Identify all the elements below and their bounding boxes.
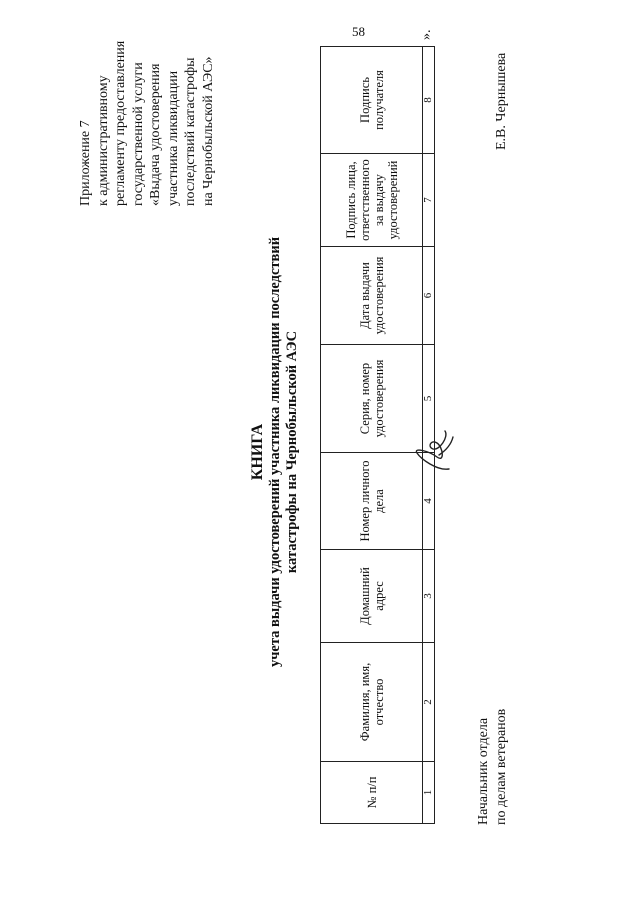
appendix-line: на Чернобыльской АЭС» bbox=[200, 56, 216, 206]
appendix-line: участника ликвидации bbox=[165, 70, 181, 206]
header-number: № п/п bbox=[321, 762, 423, 824]
appendix-line: Приложение 7 bbox=[78, 120, 93, 206]
column-number-cell: 7 bbox=[423, 154, 435, 247]
title-line-2: катастрофы на Чернобыльской АЭС bbox=[284, 330, 300, 574]
appendix-note bbox=[77, 36, 217, 206]
appendix-line: регламенту предоставления bbox=[113, 40, 128, 206]
page-number: 58 bbox=[352, 24, 365, 39]
column-number-cell: 1 bbox=[423, 762, 435, 824]
header-full-name: Фамилия, имя, отчество bbox=[321, 643, 423, 762]
appendix-line: последствий катастрофы bbox=[183, 57, 198, 206]
column-number-cell: 3 bbox=[423, 550, 435, 643]
appendix-line: к административному bbox=[95, 75, 111, 206]
appendix-line: «Выдача удостоверения bbox=[148, 63, 163, 206]
signatory-name: Е.В. Чернышева bbox=[494, 52, 509, 150]
closing-quote: ». bbox=[419, 29, 434, 40]
title-line-1: учета выдачи удостоверений участника ликвидации последствий bbox=[267, 236, 283, 668]
handwritten-signature bbox=[409, 427, 462, 477]
position-line-1: Начальник отдела bbox=[476, 717, 491, 825]
header-issuer-signature: Подпись лица, ответственного за выдачу удостоверений bbox=[321, 154, 423, 247]
column-number-cell: 8 bbox=[423, 47, 435, 154]
header-personal-file-number: Номер личного дела bbox=[321, 453, 423, 550]
header-certificate-series-number: Серия, номер удостоверения bbox=[321, 345, 423, 453]
position-line-2: по делам ветеранов bbox=[493, 708, 509, 825]
document-title bbox=[249, 142, 301, 762]
signatory-position bbox=[475, 709, 510, 825]
column-number-cell: 6 bbox=[423, 247, 435, 345]
appendix-line: государственной услуги bbox=[130, 62, 146, 206]
column-number-cell: 4 bbox=[423, 453, 435, 550]
header-issue-date: Дата выдачи удостоверения bbox=[321, 247, 423, 345]
title-main: КНИГА bbox=[249, 423, 266, 481]
column-number-cell: 5 bbox=[423, 345, 435, 453]
header-home-address: Домашний адрес bbox=[321, 550, 423, 643]
table-header-row bbox=[321, 47, 423, 824]
header-recipient-signature: Подпись получателя bbox=[321, 47, 423, 154]
column-number-cell: 2 bbox=[423, 643, 435, 762]
